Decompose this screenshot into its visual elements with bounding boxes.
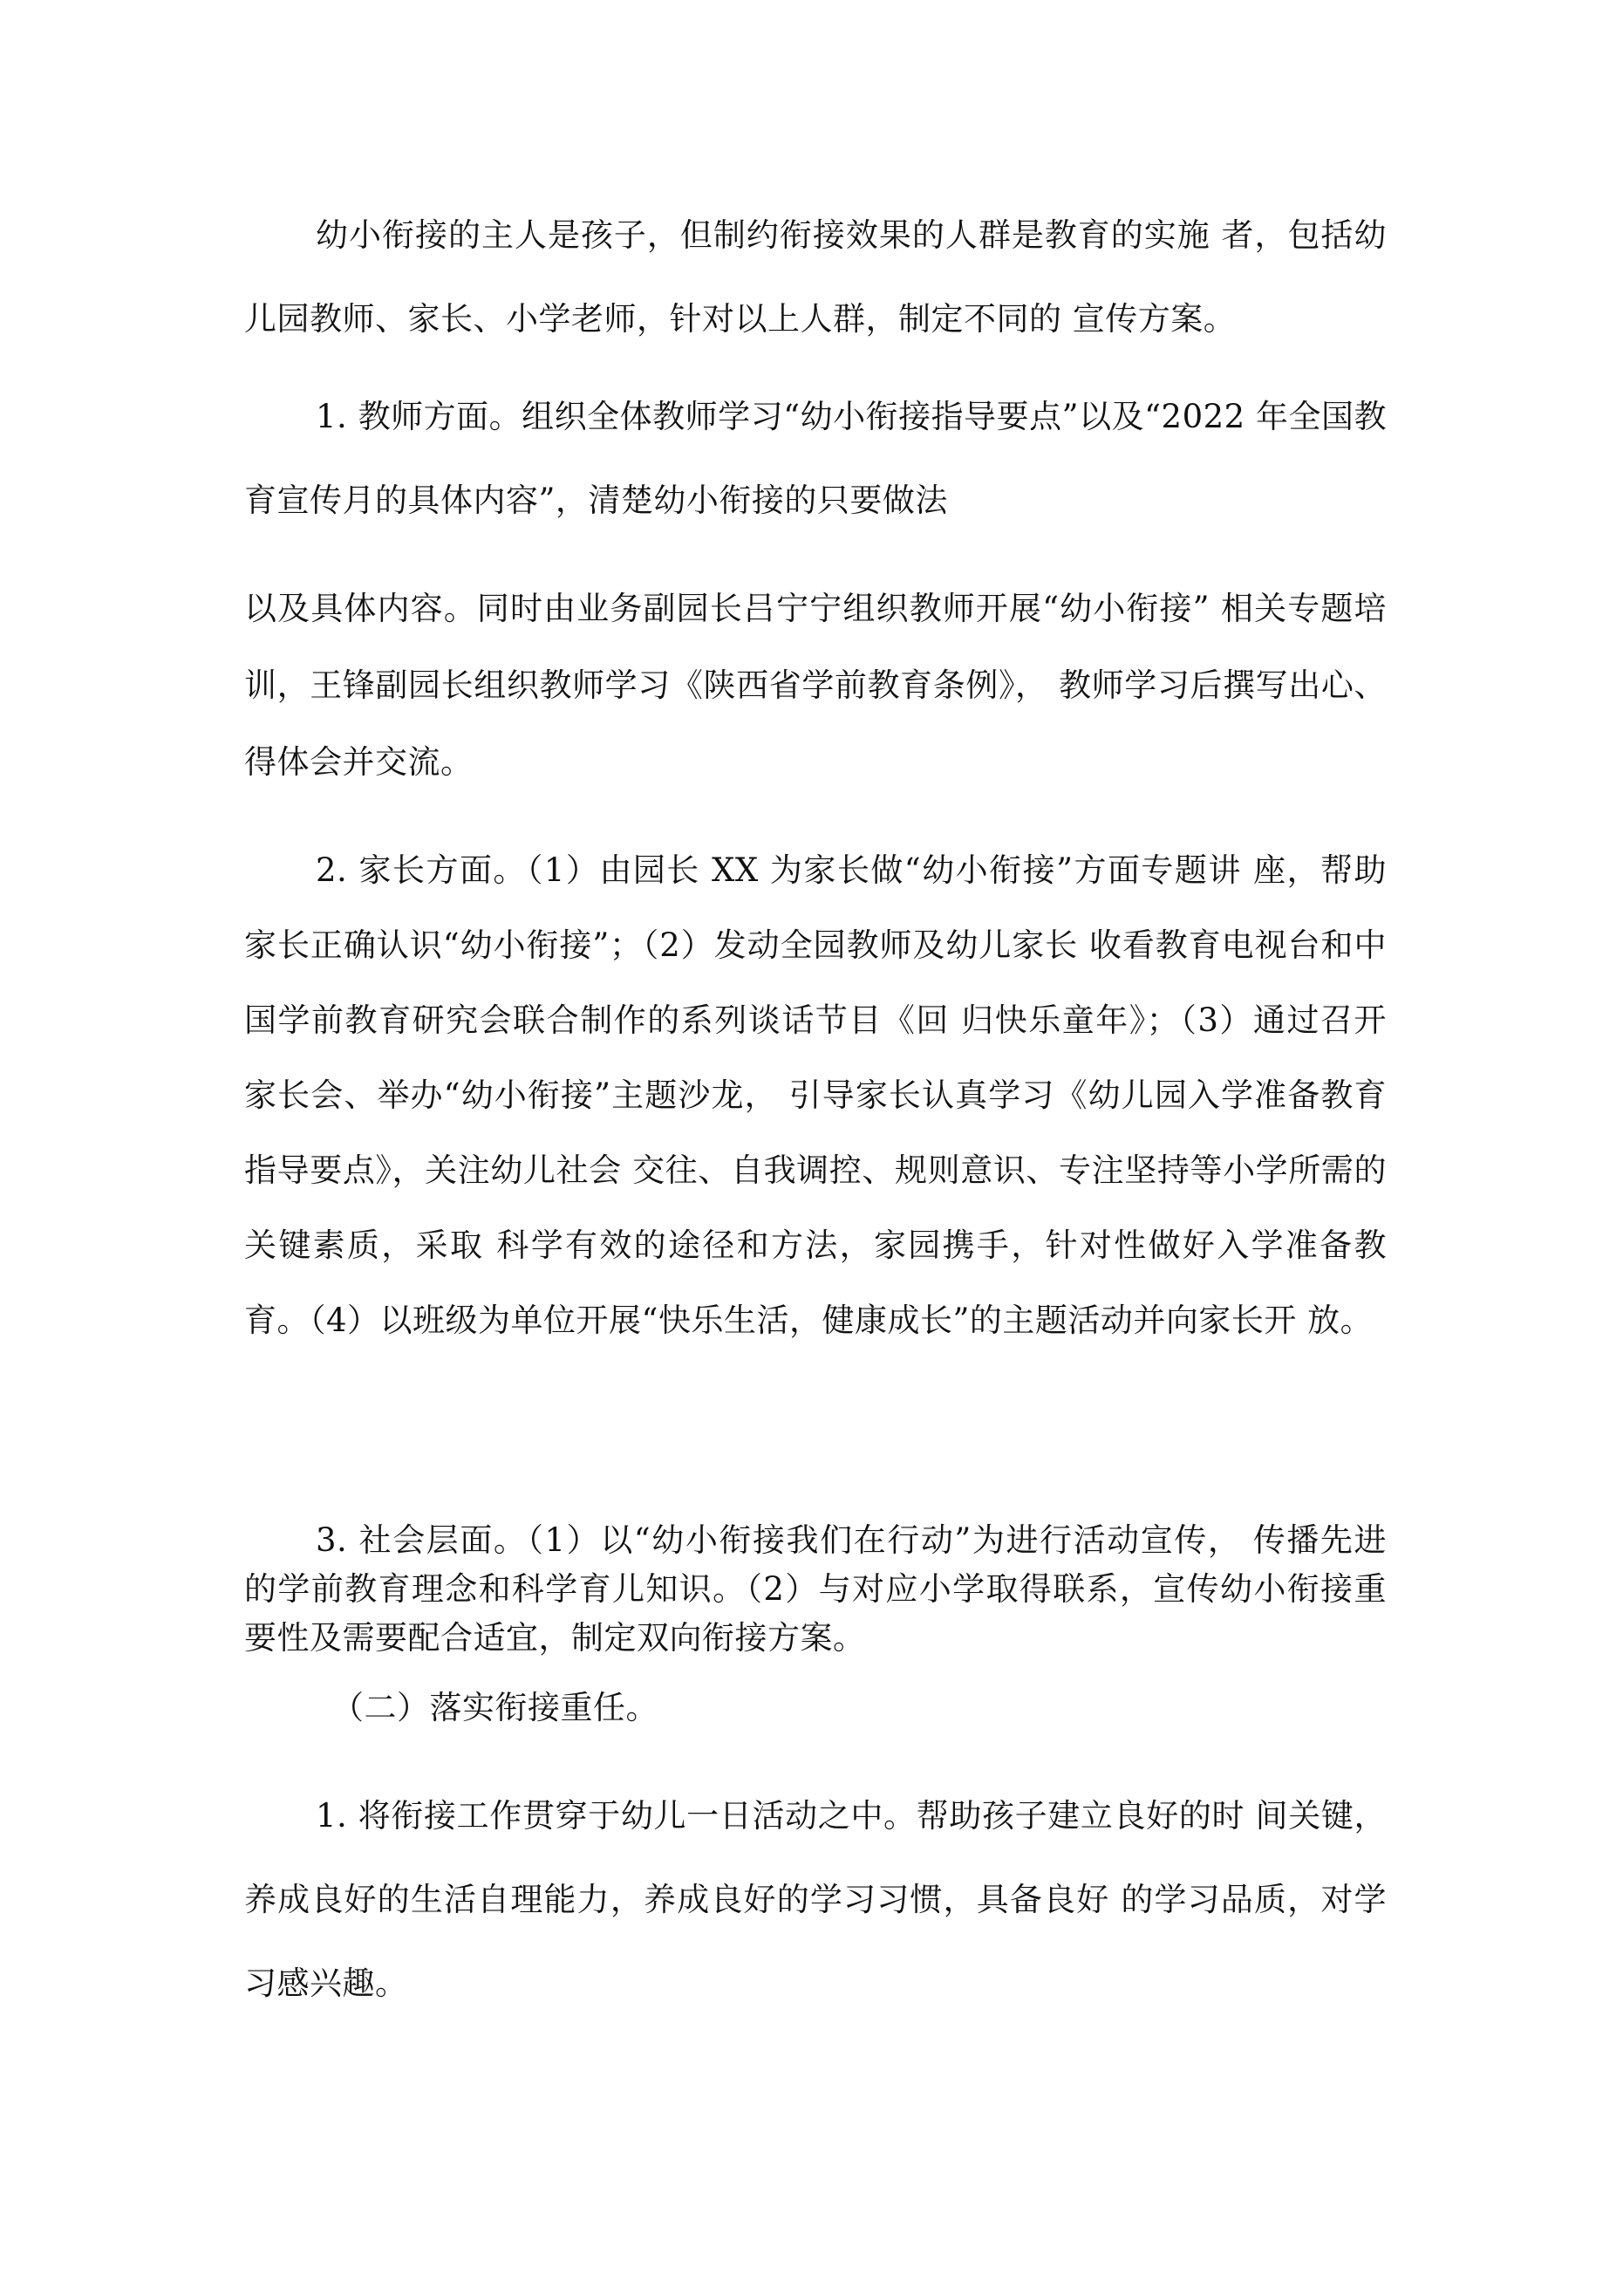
section-heading-responsibility: （二）落实衔接重任。 [331,1689,658,1726]
paragraph-society: 3. 社会层面。（1）以“幼小衔接我们在行动”为进行活动宣传， 传播先进的学前教育理念和科学育儿知识。（2）与对应小学取得联系，宣传幼小衔接重要性及需要配合适宜，制定双向衔接方案。 [244,1521,1387,1657]
paragraph-teachers-continued: 以及具体内容。同时由业务副园长吕宁宁组织教师开展“幼小衔接” 相关专题培训，王锋副园长组织教师学习《陕西省学前教育条例》， 教师学习后撰写出心、得体会并交流。 [244,590,1387,781]
paragraph-teachers: 1. 教师方面。组织全体教师学习“幼小衔接指导要点”以及“2022 年全国教育宣传月的具体内容”，清楚幼小衔接的只要做法 [244,398,1387,519]
paragraph-daily-activities: 1. 将衔接工作贯穿于幼儿一日活动之中。帮助孩子建立良好的时 间关键，养成良好的生活自理能力，养成良好的学习习惯，具备良好 的学习品质，对学习感兴趣。 [244,1797,1387,2002]
paragraph-intro: 幼小衔接的主人是孩子，但制约衔接效果的人群是教育的实施 者，包括幼儿园教师、家长、小学老师，针对以上人群，制定不同的 宣传方案。 [244,216,1387,338]
paragraph-parents: 2. 家长方面。（1）由园长 XX 为家长做“幼小衔接”方面专题讲 座，帮助家长正确认识“幼小衔接”；（2）发动全园教师及幼儿家长 收看教育电视台和中国学前教育研究会联合制作的系列谈话节目《回 归快乐童年》；（3）通过召开家长会、举办“幼小衔接”主题沙龙， 引导家长认真学习《幼儿园入学准备教育指导要点》，关注幼儿社会 交往、自我调控、规则意识、专注坚持等小学所需的关键素质，采取 科学有效的途径和方法，家园携手，针对性做好入学准备教育。（4）以班级为单位开展“快乐生活，健康成长”的主题活动并向家长开 放。 [244,851,1387,1339]
